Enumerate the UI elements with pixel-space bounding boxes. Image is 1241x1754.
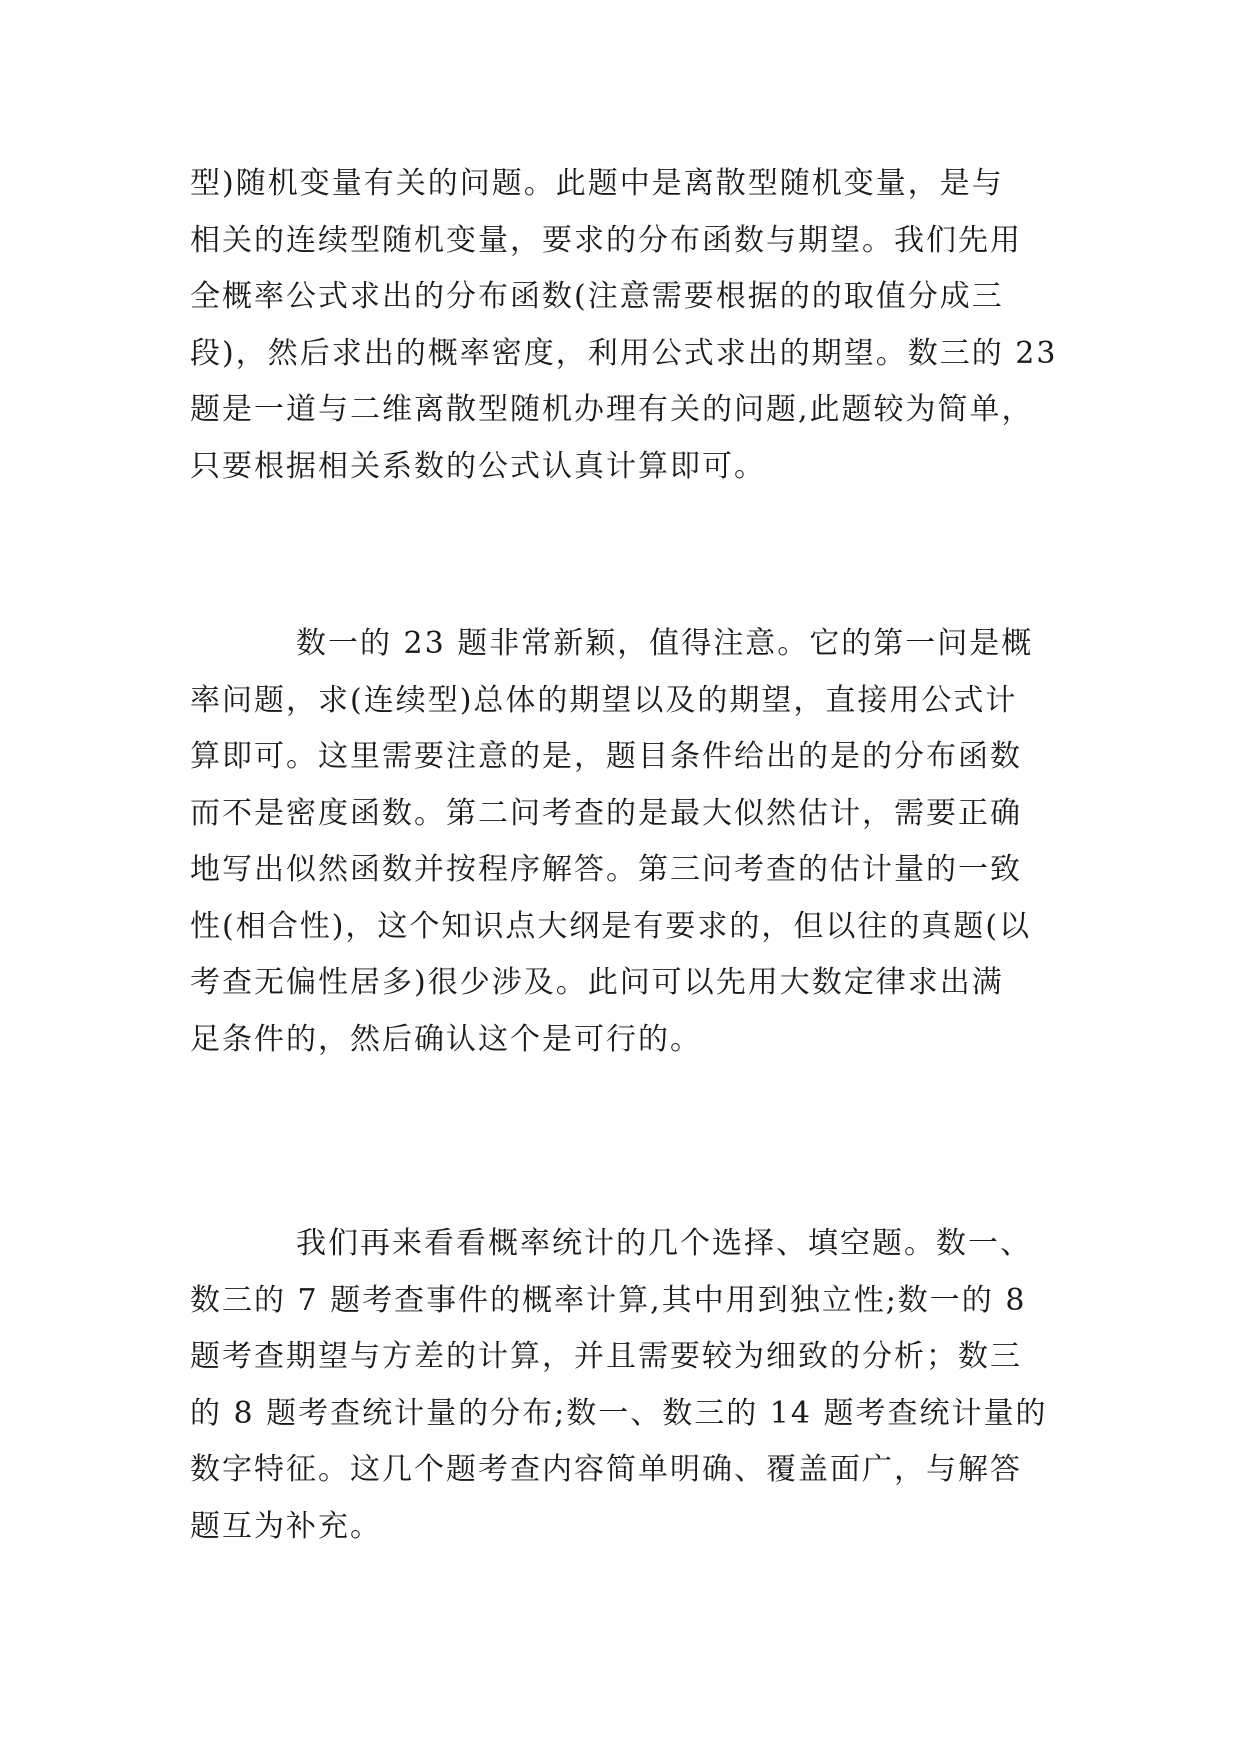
paragraph-line: 的 8 题考查统计量的分布;数一、数三的 14 题考查统计量的 [190,1395,1048,1431]
paragraph-line: 性(相合性)，这个知识点大纲是有要求的，但以往的真题(以 [190,908,1032,944]
paragraph-1 [190,156,1070,495]
paragraph-line: 题是一道与二维离散型随机办理有关的问题,此题较为简单， [190,392,1034,427]
paragraph-line: 数一的 23 题非常新颖，值得注意。它的第一问是概 [296,626,1034,661]
paragraph-line: 我们再来看看概率统计的几个选择、填空题。数一、 [296,1226,1032,1261]
paragraph-line: 考查无偏性居多)很少涉及。此问可以先用大数定律求出满 [190,965,1004,1000]
paragraph-line: 算即可。这里需要注意的是，题目条件给出的是的分布函数 [190,739,1022,774]
paragraph-2 [190,616,1070,1068]
paragraph-line: 题互为补充。 [190,1508,382,1544]
paragraph-line: 型)随机变量有关的问题。此题中是离散型随机变量，是与 [190,166,1004,201]
paragraph-line: 而不是密度函数。第二问考查的是最大似然估计，需要正确 [190,795,1022,831]
paragraph-line: 题考查期望与方差的计算，并且需要较为细致的分析；数三 [190,1339,1022,1374]
paragraph-line: 段)，然后求出的概率密度，利用公式求出的期望。数三的 23 [190,335,1058,371]
paragraph-line: 全概率公式求出的分布函数(注意需要根据的的取值分成三 [190,279,1004,314]
paragraph-line: 只要根据相关系数的公式认真计算即可。 [190,448,766,484]
paragraph-line: 率问题，求(连续型)总体的期望以及的期望，直接用公式计 [190,682,1018,718]
paragraph-line: 地写出似然函数并按程序解答。第三问考查的估计量的一致 [190,852,1022,887]
paragraph-3 [190,1216,1070,1555]
paragraph-line: 数三的 7 题考查事件的概率计算,其中用到独立性;数一的 8 [190,1282,1027,1318]
paragraph-line: 足条件的，然后确认这个是可行的。 [190,1021,702,1057]
paragraph-line: 数字特征。这几个题考查内容简单明确、覆盖面广，与解答 [190,1452,1022,1487]
paragraph-line: 相关的连续型随机变量，要求的分布函数与期望。我们先用 [190,222,1022,258]
